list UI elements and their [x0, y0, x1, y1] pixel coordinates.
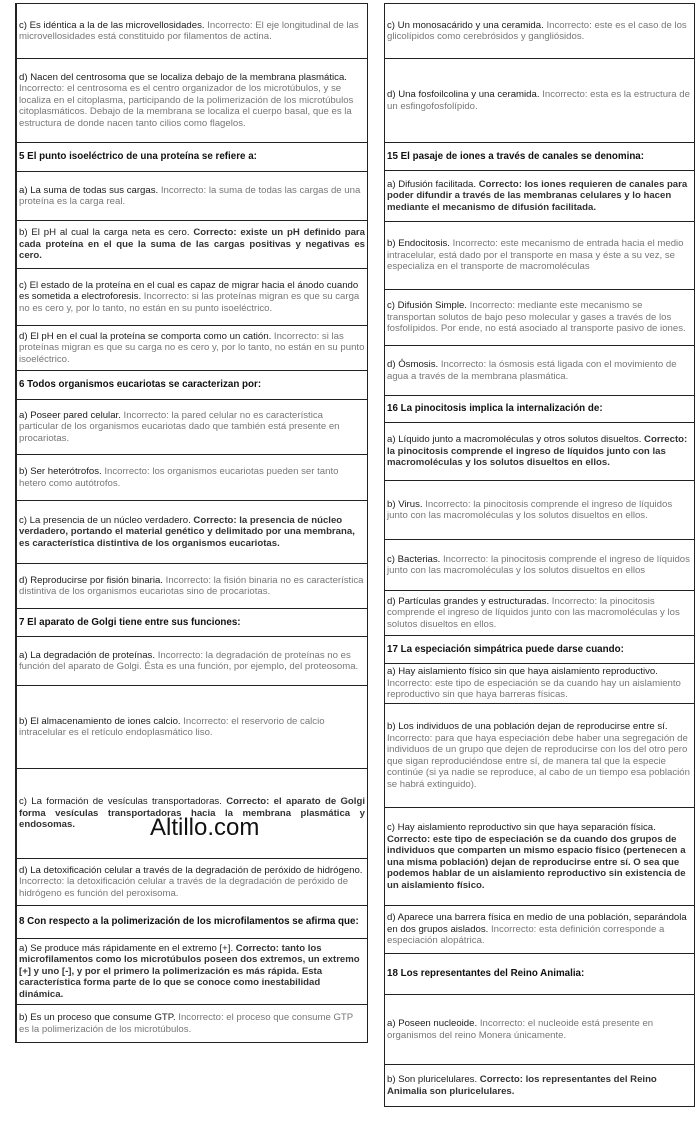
incorrect-verdict: Incorrecto: — [387, 677, 433, 689]
correct-verdict: Correcto: tanto los microfilamentos como los microtúbulos poseen dos extremos, un extremo [+] y uno [-], y por el primero la polimerización es más rápida. Esta característica forma parte de lo que se conoce como inestabilidad dinámica. — [19, 942, 360, 1000]
answer-option-row — [16, 859, 368, 906]
incorrect-verdict: Incorrecto: — [143, 291, 190, 303]
explanation-text: los organismos eucariotas pueden ser tanto hetero como autótrofos. — [19, 466, 339, 489]
left-column-table — [15, 3, 368, 1043]
answer-option-cell — [385, 808, 695, 906]
option-text: a) Hay aislamiento físico sin que haya aislamiento reproductivo. — [387, 666, 658, 678]
option-text: a) Poseer pared celular. — [19, 409, 121, 421]
correct-verdict: Correcto: el aparato de Golgi forma vesículas transportadoras hacia la membrana plasmática y endosomas. — [19, 796, 365, 831]
incorrect-verdict: Incorrecto: — [479, 1018, 526, 1029]
incorrect-verdict: Incorrecto: — [273, 330, 320, 342]
answer-option-row — [385, 59, 695, 143]
incorrect-verdict: Incorrecto: — [207, 19, 253, 31]
answer-option-row — [385, 540, 695, 591]
correct-verdict: Correcto: los representantes del Reino Animalia son pluricelulares. — [387, 1074, 657, 1097]
answer-option-row — [16, 221, 368, 269]
incorrect-verdict: Incorrecto: — [546, 19, 592, 31]
option-text: c) La formación de vesículas transportadoras. — [19, 796, 222, 808]
option-text: c) La presencia de un núcleo verdadero. — [19, 514, 191, 526]
question-text: 5 El punto isoeléctrico de una proteína se refiere a: — [16, 143, 368, 172]
incorrect-verdict: Incorrecto: — [160, 184, 207, 196]
option-text: c) Es idéntica a la de las microvellosidades. — [19, 19, 205, 31]
question-text: 8 Con respecto a la polimerización de los microfilamentos se afirma que: — [16, 906, 368, 939]
explanation-text: este tipo de especiación se da cuando hay un aislamiento reproductivo sin que haya barreras físicas. — [387, 677, 681, 701]
answer-option-cell — [16, 564, 368, 609]
question-text: 16 La pinocitosis implica la internalización de: — [385, 396, 695, 423]
incorrect-verdict: Incorrecto: — [157, 649, 204, 661]
incorrect-verdict: Incorrecto: — [551, 595, 598, 607]
answer-option-row — [385, 704, 695, 808]
explanation-text: esta es la estructura de un esfingofosfolípido. — [387, 89, 690, 112]
option-text: d) La detoxificación celular a través de la degradación de peróxido de hidrógeno. — [19, 864, 363, 876]
explanation-text: este es el caso de los glicolípidos como cerebrósidos y gangliósidos. — [387, 19, 687, 42]
question-row — [385, 143, 695, 171]
answer-option-row — [385, 222, 695, 290]
explanation-text: la detoxificación celular a través de la degradación de peróxido de hidrógeno es función del peroxisoma. — [19, 876, 349, 899]
option-text: a) Se produce más rápidamente en el extremo [+]. — [19, 942, 234, 954]
question-row — [385, 636, 695, 664]
answer-option-cell — [16, 501, 368, 564]
question-row — [16, 143, 368, 172]
option-text: a) La degradación de proteínas. — [19, 649, 156, 661]
option-text: d) Ósmosis. — [387, 359, 439, 370]
correct-verdict: Correcto: existe un pH definido para cada proteína en el que la suma de las cargas positivas y negativas es cero. — [19, 227, 365, 262]
incorrect-verdict: Incorrecto: — [491, 923, 537, 935]
explanation-text: si las proteínas migran es que su carga no es cero y, por lo tanto, no están en su punto isoeléctrico. — [19, 291, 360, 314]
answer-option-cell — [16, 859, 368, 906]
answer-option-cell — [16, 1005, 368, 1043]
answer-option-cell — [385, 171, 695, 222]
answer-option-row — [385, 290, 695, 346]
option-text: d) El pH en el cual la proteína se comporta como un catión. — [19, 330, 272, 342]
explanation-text: la fisión binaria no es característica distintiva de los organismos eucariotas sino de procariotas. — [19, 574, 364, 597]
answer-option-row — [385, 591, 695, 636]
question-text: 18 Los representantes del Reino Animalia: — [385, 954, 695, 995]
incorrect-verdict: Incorrecto: — [387, 732, 433, 744]
answer-option-cell — [385, 290, 695, 346]
answer-option-cell — [385, 591, 695, 636]
answer-option-cell — [16, 326, 368, 371]
question-row — [16, 371, 368, 400]
incorrect-verdict: Incorrecto: — [19, 83, 65, 95]
answer-option-row — [385, 664, 695, 704]
answer-option-cell — [16, 455, 368, 501]
question-row — [385, 396, 695, 423]
answer-option-cell — [16, 686, 368, 769]
question-text: 15 El pasaje de iones a través de canales se denomina: — [385, 143, 695, 171]
answer-option-cell — [16, 400, 368, 455]
incorrect-verdict: Incorrecto: — [104, 466, 150, 477]
question-row — [16, 906, 368, 939]
correct-verdict: Correcto: los iones requieren de canales para poder difundir a través de las membranas celulares y lo hacen mediante el mecanismo de difusión facilitada. — [387, 178, 688, 213]
option-text: a) La suma de todas sus cargas. — [19, 184, 159, 196]
correct-verdict: Correcto: este tipo de especiación se da cuando dos grupos de individuos que comparten un mismo espacio físico (pertenecen a una misma población) dejan de reproducirse entre sí. O sea que podemos hablar de un aislamiento reproductivo sin existencia de un aislamiento físico. — [387, 833, 686, 891]
answer-option-cell — [385, 664, 695, 704]
question-row — [385, 954, 695, 995]
incorrect-verdict: Incorrecto: — [178, 1012, 224, 1023]
explanation-text: la ósmosis está ligada con el movimiento de agua a través de la membrana plasmática. — [387, 359, 677, 382]
answer-option-row — [385, 481, 695, 540]
question-text: 17 La especiación simpátrica puede darse cuando: — [385, 636, 695, 664]
option-text: a) Difusión facilitada. — [387, 178, 477, 190]
explanation-text: la pinocitosis comprende el ingreso de líquidos junto con las macromoléculas y los solutos disueltos en ellos. — [387, 595, 680, 630]
explanation-text: el centrosoma es el centro organizador de los microtúbulos, y se localiza en el citoplasma, participando de la polimerización de los microtúbulos citoplasmáticos. Debajo de la membrana se localiza el cuerpo basal, que es la estructura de donde nacen tanto cilios como flagelos. — [19, 83, 354, 129]
answer-option-cell — [385, 346, 695, 396]
incorrect-verdict: Incorrecto: — [469, 300, 515, 312]
explanation-text: la pared celular no es característica particular de los organismos eucariotas dado que también está presente en procariotas. — [19, 409, 340, 444]
answer-option-cell — [16, 59, 368, 143]
option-text: a) Líquido junto a macromoléculas y otros solutos disueltos. — [387, 434, 642, 446]
option-text: c) Bacterias. — [387, 553, 441, 565]
explanation-text: el reservorio de calcio intracelular es el retículo endoplasmático liso. — [19, 715, 325, 738]
explanation-text: el nucleoide está presente en organismos del reino Monera únicamente. — [387, 1018, 654, 1041]
answer-option-row — [16, 172, 368, 221]
incorrect-verdict: Incorrecto: — [443, 553, 489, 565]
answer-option-cell — [385, 481, 695, 540]
answer-option-row — [16, 59, 368, 143]
answer-option-row — [16, 1005, 368, 1043]
option-text: c) Hay aislamiento reproductivo sin que haya separación física. — [387, 822, 656, 833]
incorrect-verdict: Incorrecto: — [452, 238, 498, 250]
option-text: d) Aparece una barrera física en medio de una población, separándola en dos grupos aislados. — [387, 912, 687, 935]
answer-option-row — [385, 4, 695, 59]
answer-option-cell — [385, 906, 695, 954]
answer-option-row — [16, 400, 368, 455]
answer-option-cell — [385, 4, 695, 59]
explanation-text: la pinocitosis comprende el ingreso de líquidos junto con las macromoléculas y los solutos disueltos en ellos. — [387, 498, 673, 521]
answer-option-row — [385, 346, 695, 396]
explanation-text: si las proteínas migran es que su carga no es cero y, por lo tanto, no están en su punto isoeléctrico. — [19, 330, 365, 365]
answer-option-cell — [16, 4, 368, 59]
answer-option-cell — [16, 637, 368, 686]
explanation-text: El eje longitudinal de las microvellosidades está constituido por filamentos de actina. — [19, 19, 359, 42]
answer-option-row — [16, 4, 368, 59]
answer-option-row — [385, 1065, 695, 1107]
answer-option-row — [385, 995, 695, 1065]
answer-option-row — [16, 455, 368, 501]
explanation-text: este mecanismo de entrada hacia el medio intracelular, está dado por el transporte en masa y éste a su vez, se especializa en el transporte de macromoléculas — [387, 238, 684, 273]
explanation-text: la suma de todas las cargas de una proteína es la carga real. — [19, 184, 361, 207]
option-text: b) Los individuos de una población dejan de reproducirse entre sí. — [387, 721, 668, 732]
incorrect-verdict: Incorrecto: — [165, 574, 211, 586]
answer-option-row — [385, 423, 695, 481]
correct-verdict: Correcto: la pinocitosis comprende el ingreso de líquidos junto con las macromoléculas y los solutos disueltos en ellos. — [387, 434, 688, 469]
answer-option-row — [385, 171, 695, 222]
answer-option-cell — [16, 172, 368, 221]
explanation-text: para que haya especiación debe haber una segregación de individuos de un grupo que dejen de reproducirse con los del otro pero que sigan reproduciéndose entre sí, de manera tal que la especie continúe (si ya nadie se reproduce, al cabo de un tiempo esa población se habrá extinguido). — [387, 732, 690, 790]
incorrect-verdict: Incorrecto: — [183, 715, 229, 727]
option-text: b) Virus. — [387, 498, 423, 510]
question-text: 6 Todos organismos eucariotas se caracterizan por: — [16, 371, 368, 400]
answer-option-cell — [16, 221, 368, 269]
answer-option-cell — [385, 995, 695, 1065]
answer-option-cell — [385, 1065, 695, 1107]
answer-option-row — [16, 564, 368, 609]
option-text: b) El almacenamiento de iones calcio. — [19, 715, 181, 727]
answer-option-row — [16, 637, 368, 686]
option-text: c) El estado de la proteína en el cual es capaz de migrar hacia el ánodo cuando es sometida a electroforesis. — [19, 279, 359, 303]
answer-option-cell — [16, 269, 368, 326]
option-text: c) Un monosacárido y una ceramida. — [387, 19, 544, 31]
explanation-text: esta definición corresponde a especiación alopátrica. — [387, 923, 665, 947]
option-text: d) Nacen del centrosoma que se localiza debajo de la membrana plasmática. — [19, 71, 347, 83]
answer-option-cell — [385, 222, 695, 290]
option-text: b) El pH al cual la carga neta es cero. — [19, 227, 190, 239]
question-text: 7 El aparato de Golgi tiene entre sus funciones: — [16, 609, 368, 637]
option-text: b) Ser heterótrofos. — [19, 466, 102, 477]
option-text: c) Difusión Simple. — [387, 300, 467, 312]
incorrect-verdict: Incorrecto: — [425, 498, 471, 510]
watermark-text: Altillo.com — [150, 814, 260, 841]
right-column-table — [384, 3, 695, 1107]
correct-verdict: Correcto: la presencia de núcleo verdadero, portando el material genético y delimitado por una membrana, es característica distintiva de los organismos eucariotas. — [19, 514, 355, 549]
answer-option-row — [16, 269, 368, 326]
answer-option-cell — [385, 704, 695, 808]
answer-option-row — [16, 326, 368, 371]
incorrect-verdict: Incorrecto: — [19, 876, 65, 888]
option-text: a) Poseen nucleoide. — [387, 1018, 478, 1029]
question-row — [16, 609, 368, 637]
explanation-text: la degradación de proteínas no es función del aparato de Golgi. Ésta es una función, por ejemplo, del proteosoma. — [19, 649, 359, 672]
explanation-text: la pinocitosis comprende el ingreso de líquidos junto con las macromoléculas y los solutos disueltos en ellos — [387, 553, 690, 576]
explanation-text: mediante este mecanismo se transportan solutos de bajo peso molecular y gases a través de los fosfolípidos. Por ende, no está asociado al transporte pasivo de iones. — [387, 300, 686, 335]
answer-option-row — [385, 906, 695, 954]
option-text: d) Partículas grandes y estructuradas. — [387, 595, 550, 607]
answer-option-cell — [16, 939, 368, 1005]
incorrect-verdict: Incorrecto: — [542, 89, 588, 100]
option-text: b) Es un proceso que consume GTP. — [19, 1012, 176, 1023]
option-text: b) Endocitosis. — [387, 238, 450, 250]
option-text: d) Reproducirse por fisión binaria. — [19, 574, 163, 586]
answer-option-cell — [385, 423, 695, 481]
answer-option-row — [16, 939, 368, 1005]
explanation-text: el proceso que consume GTP es la polimerización de los microtúbulos. — [19, 1012, 354, 1035]
incorrect-verdict: Incorrecto: — [440, 359, 487, 370]
answer-option-cell — [385, 540, 695, 591]
incorrect-verdict: Incorrecto: — [123, 409, 169, 421]
answer-option-cell — [385, 59, 695, 143]
answer-option-row — [16, 501, 368, 564]
option-text: d) Una fosfoilcolina y una ceramida. — [387, 89, 540, 100]
answer-option-row — [385, 808, 695, 906]
answer-option-row — [16, 686, 368, 769]
option-text: b) Son pluricelulares. — [387, 1074, 478, 1085]
